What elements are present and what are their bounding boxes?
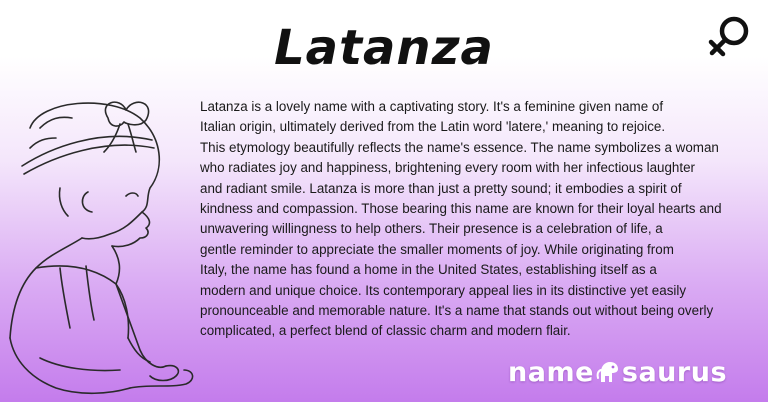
description-line: pronounceable and memorable nature. It's a name that stands out without being overly xyxy=(200,303,714,319)
description-line: kindness and compassion. Those bearing this name are known for their loyal hearts and xyxy=(200,201,722,217)
baby-girl-illustration xyxy=(0,88,200,402)
description-line: complicated, a perfect blend of classic charm and modern flair. xyxy=(200,323,571,339)
description-line: unwavering willingness to help others. Their presence is a celebration of life, a xyxy=(200,221,663,237)
name-description xyxy=(200,97,720,342)
description-line: and radiant smile. Latanza is more than just a pretty sound; it embodies a spirit of xyxy=(200,180,682,196)
description-line: Latanza is a lovely name with a captivating story. It's a feminine given name of xyxy=(200,99,664,114)
brand-name-left: name xyxy=(508,357,594,388)
description-line: gentle reminder to appreciate the smaller moments of joy. While originating from xyxy=(200,241,674,257)
female-symbol-icon xyxy=(706,14,752,60)
description-line: Italian origin, ultimately derived from the Latin word 'latere,' meaning to rejoice. xyxy=(200,119,666,135)
dinosaur-icon xyxy=(595,358,621,384)
description-line: This etymology beautifully reflects the name's essence. The name symbolizes a woman xyxy=(200,139,719,155)
page-title: Latanza xyxy=(274,20,494,76)
namesaurus-logo xyxy=(508,356,727,390)
description-line: Italy, the name has found a home in the United States, establishing itself as a xyxy=(200,262,657,278)
brand-name-right: saurus xyxy=(621,357,728,388)
description-line: who radiates joy and happiness, brightening every room with her infectious laughter xyxy=(200,160,695,176)
description-line: modern and unique choice. Its contemporary appeal lies in its distinctive yet easily xyxy=(200,282,687,298)
